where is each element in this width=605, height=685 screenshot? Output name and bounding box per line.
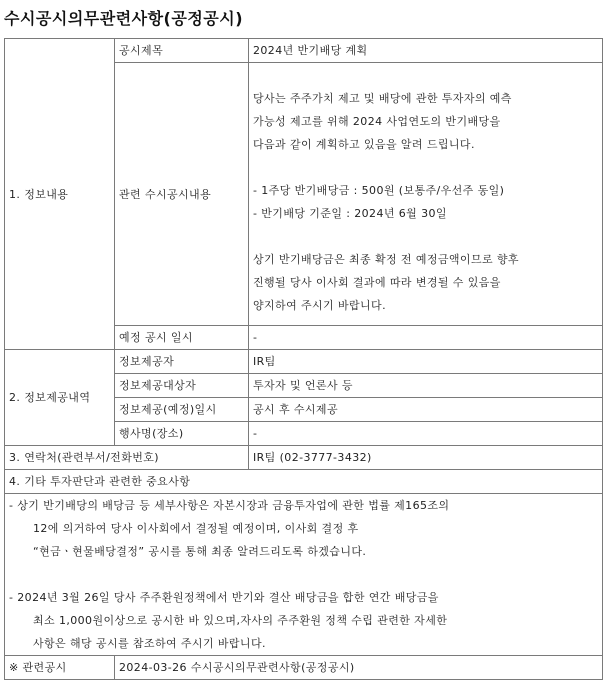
contact-value: IR팀 (02-3777-3432) — [249, 446, 603, 470]
related-disclosure-content — [249, 63, 603, 326]
content-line: - 1주당 반기배당금 : 500원 (보통주/우선주 동일) — [253, 183, 505, 197]
content-line: 상기 반기배당금은 최종 확정 전 예정금액이므로 향후 — [253, 252, 519, 266]
note-line: - 2024년 3월 26일 당사 주주환원정책에서 반기와 결산 배당금을 합한 연간 배당금을 — [9, 591, 439, 604]
contact-label: 3. 연락처(관련부서/전화번호) — [5, 446, 249, 470]
provider-label: 정보제공자 — [115, 350, 249, 374]
related-disclosure-label: 관련 수시공시내용 — [115, 63, 249, 326]
event-value: - — [249, 422, 603, 446]
scheduled-disclosure-label: 예정 공시 일시 — [115, 326, 249, 350]
note-line: - 상기 반기배당의 배당금 등 세부사항은 자본시장과 금융투자업에 관한 법률 제165조의 — [9, 499, 450, 512]
note-line: 최소 1,000원이상으로 공시한 바 있으며,자사의 주주환원 정책 수립 관련한 자세한 — [33, 614, 448, 627]
content-line: 다음과 같이 계획하고 있음을 알려 드립니다. — [253, 137, 475, 151]
target-label: 정보제공대상자 — [115, 374, 249, 398]
title-value: 2024년 반기배당 계획 — [249, 39, 603, 63]
scheduled-disclosure-value: - — [249, 326, 603, 350]
disclosure-table — [4, 38, 603, 680]
note-line: “현금ㆍ현물배당결정” 공시를 통해 최종 알려드리도록 하겠습니다. — [33, 545, 367, 558]
title-label: 공시제목 — [115, 39, 249, 63]
content-line: 가능성 제고를 위해 2024 사업연도의 반기배당을 — [253, 114, 501, 128]
content-line — [253, 156, 598, 179]
provider-value: IR팀 — [249, 350, 603, 374]
related-label: ※ 관련공시 — [5, 656, 115, 680]
datetime-value: 공시 후 수시제공 — [249, 398, 603, 422]
content-line — [253, 225, 598, 248]
other-notes — [5, 494, 603, 656]
section4-label: 4. 기타 투자판단과 관련한 중요사항 — [5, 470, 603, 494]
event-label: 행사명(장소) — [115, 422, 249, 446]
note-line — [9, 563, 598, 586]
content-line: 진행될 당사 이사회 결과에 따라 변경될 수 있음을 — [253, 275, 501, 289]
section2-label: 2. 정보제공내역 — [5, 350, 115, 446]
datetime-label: 정보제공(예정)일시 — [115, 398, 249, 422]
content-line: - 반기배당 기준일 : 2024년 6월 30일 — [253, 206, 447, 220]
content-line: 당사는 주주가치 제고 및 배당에 관한 투자자의 예측 — [253, 91, 512, 105]
content-line: 양지하여 주시기 바랍니다. — [253, 298, 386, 312]
note-line: 사항은 해당 공시를 참조하여 주시기 바랍니다. — [33, 637, 266, 650]
target-value: 투자자 및 언론사 등 — [249, 374, 603, 398]
note-line: 12에 의거하여 당사 이사회에서 결정될 예정이며, 이사회 결정 후 — [33, 522, 359, 535]
section1-label: 1. 정보내용 — [5, 39, 115, 350]
page-title: 수시공시의무관련사항(공정공시) — [4, 9, 244, 28]
related-disclosure-link[interactable]: 2024-03-26 수시공시의무관련사항(공정공시) — [115, 656, 603, 680]
